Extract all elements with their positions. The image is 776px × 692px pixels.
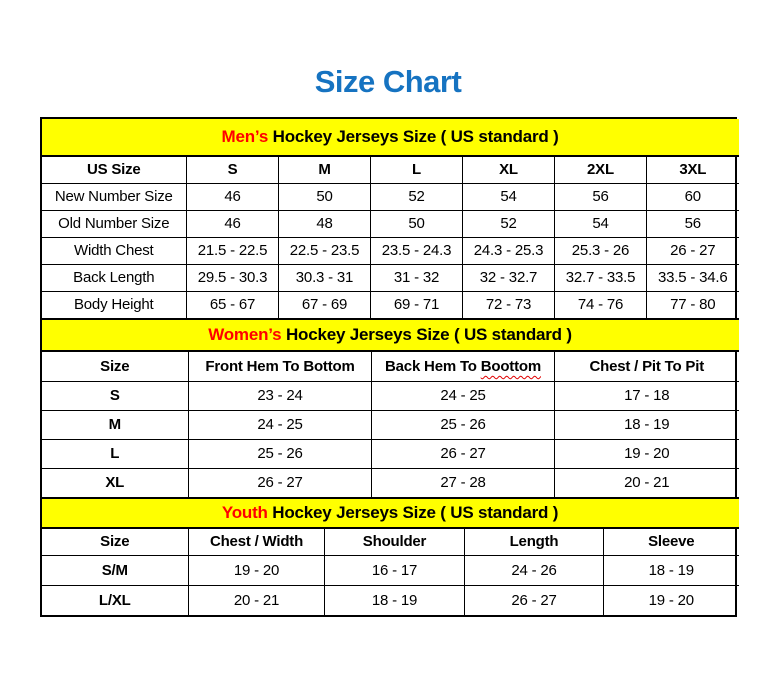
misspelled-word: Boottom [480, 357, 541, 375]
value-cell: 60 [647, 183, 739, 210]
value-cell: 26 - 27 [372, 439, 555, 468]
value-cell: 26 - 27 [189, 468, 372, 497]
value-cell: 18 - 19 [555, 410, 739, 439]
womens-section-header [42, 319, 739, 351]
value-cell: 19 - 20 [189, 555, 325, 585]
table-row [42, 237, 739, 264]
col-header: Chest / Pit To Pit [555, 351, 739, 381]
col-header: L [371, 156, 463, 183]
value-cell: 26 - 27 [465, 585, 604, 615]
value-cell: 24 - 26 [465, 555, 604, 585]
value-cell: 24 - 25 [189, 410, 372, 439]
mens-size-table [42, 119, 739, 318]
value-cell: 48 [279, 210, 371, 237]
page-title: Size Chart [314, 64, 462, 99]
table-row [42, 291, 739, 318]
table-row [42, 183, 739, 210]
value-cell: 69 - 71 [371, 291, 463, 318]
row-label: L [42, 439, 189, 468]
value-cell: 24.3 - 25.3 [463, 237, 555, 264]
youth-size-table [42, 497, 739, 615]
mens-section-title-highlight: Men’s [221, 127, 269, 146]
value-cell: 56 [555, 183, 647, 210]
col-header: 3XL [647, 156, 739, 183]
value-cell: 26 - 27 [647, 237, 739, 264]
value-cell: 32 - 32.7 [463, 264, 555, 291]
value-cell: 23 - 24 [189, 381, 372, 410]
value-cell: 19 - 20 [604, 585, 739, 615]
value-cell: 77 - 80 [647, 291, 739, 318]
value-cell: 24 - 25 [372, 381, 555, 410]
value-cell: 16 - 17 [325, 555, 465, 585]
value-cell: 50 [279, 183, 371, 210]
value-cell: 19 - 20 [555, 439, 739, 468]
value-cell: 52 [371, 183, 463, 210]
mens-header-row [42, 156, 739, 183]
womens-header-row [42, 351, 739, 381]
row-label: L/XL [42, 585, 189, 615]
value-cell: 56 [647, 210, 739, 237]
value-cell: 54 [555, 210, 647, 237]
row-label: Old Number Size [42, 210, 187, 237]
value-cell: 29.5 - 30.3 [187, 264, 279, 291]
youth-section-title-rest: Hockey Jerseys Size ( US standard ) [267, 503, 559, 522]
col-header: Chest / Width [189, 528, 325, 555]
col-header-text: Back Hem To [385, 357, 481, 375]
value-cell: 25 - 26 [372, 410, 555, 439]
value-cell: 30.3 - 31 [279, 264, 371, 291]
value-cell: 46 [187, 183, 279, 210]
value-cell: 25.3 - 26 [555, 237, 647, 264]
value-cell: 54 [463, 183, 555, 210]
youth-section-title [42, 498, 739, 528]
value-cell: 31 - 32 [371, 264, 463, 291]
youth-section-title-highlight: Youth [221, 503, 268, 522]
row-label: XL [42, 468, 189, 497]
row-label: S/M [42, 555, 189, 585]
row-label: S [42, 381, 189, 410]
value-cell: 33.5 - 34.6 [647, 264, 739, 291]
youth-header-row [42, 528, 739, 555]
col-header: US Size [42, 156, 187, 183]
col-header: Front Hem To Bottom [189, 351, 372, 381]
value-cell: 18 - 19 [604, 555, 739, 585]
value-cell: 72 - 73 [463, 291, 555, 318]
col-header: Shoulder [325, 528, 465, 555]
value-cell: 25 - 26 [189, 439, 372, 468]
value-cell: 52 [463, 210, 555, 237]
size-chart-frame [40, 117, 737, 617]
col-header [372, 351, 555, 381]
value-cell: 23.5 - 24.3 [371, 237, 463, 264]
value-cell: 65 - 67 [187, 291, 279, 318]
table-row [42, 381, 739, 410]
table-row [42, 210, 739, 237]
mens-section-header [42, 119, 739, 156]
row-label: New Number Size [42, 183, 187, 210]
row-label: Body Height [42, 291, 187, 318]
value-cell: 46 [187, 210, 279, 237]
col-header: 2XL [555, 156, 647, 183]
womens-section-title-rest: Hockey Jerseys Size ( US standard ) [281, 325, 572, 344]
value-cell: 18 - 19 [325, 585, 465, 615]
col-header: M [279, 156, 371, 183]
col-header: Size [42, 528, 189, 555]
table-row [42, 585, 739, 615]
value-cell: 27 - 28 [372, 468, 555, 497]
mens-section-title [42, 119, 739, 156]
col-header: Length [465, 528, 604, 555]
womens-section-title-highlight: Women’s [208, 325, 282, 344]
table-row [42, 264, 739, 291]
table-row [42, 468, 739, 497]
col-header: Size [42, 351, 189, 381]
row-label: Width Chest [42, 237, 187, 264]
youth-section-header [42, 498, 739, 528]
value-cell: 32.7 - 33.5 [555, 264, 647, 291]
value-cell: 50 [371, 210, 463, 237]
table-row [42, 410, 739, 439]
womens-section-title [42, 319, 739, 351]
value-cell: 20 - 21 [555, 468, 739, 497]
col-header: S [187, 156, 279, 183]
value-cell: 20 - 21 [189, 585, 325, 615]
row-label: Back Length [42, 264, 187, 291]
value-cell: 22.5 - 23.5 [279, 237, 371, 264]
value-cell: 74 - 76 [555, 291, 647, 318]
value-cell: 67 - 69 [279, 291, 371, 318]
value-cell: 17 - 18 [555, 381, 739, 410]
col-header: XL [463, 156, 555, 183]
womens-size-table [42, 318, 739, 497]
row-label: M [42, 410, 189, 439]
value-cell: 21.5 - 22.5 [187, 237, 279, 264]
table-row [42, 439, 739, 468]
table-row [42, 555, 739, 585]
col-header: Sleeve [604, 528, 739, 555]
mens-section-title-rest: Hockey Jerseys Size ( US standard ) [268, 127, 559, 146]
